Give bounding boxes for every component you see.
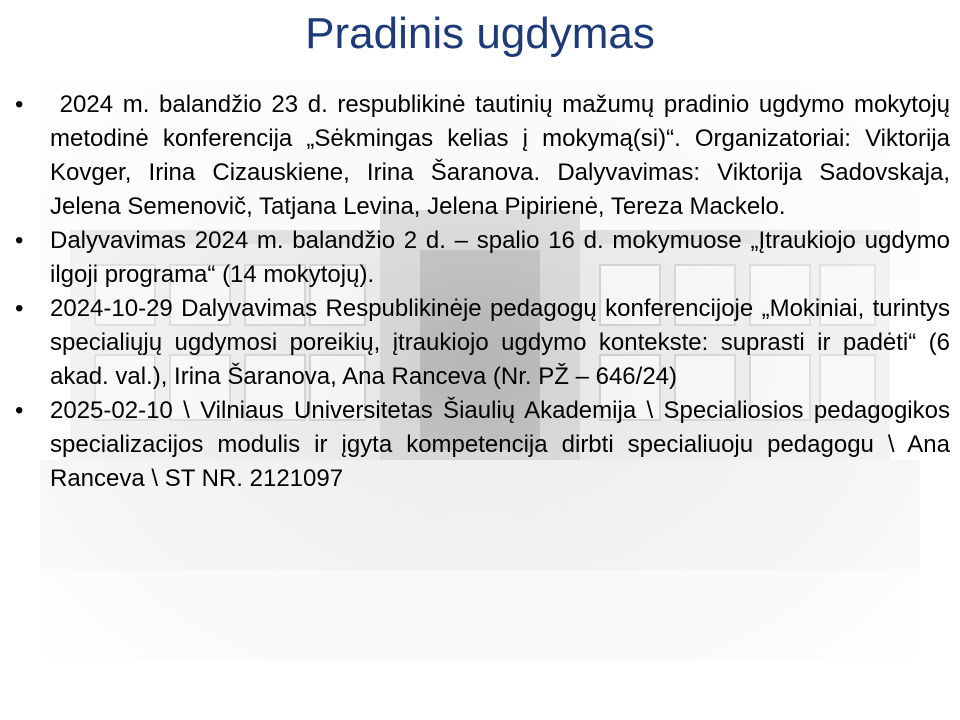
bullet-dot-icon: • (15, 295, 24, 322)
bullet-text: 2025-02-10 \ Vilniaus Universitetas Šiaulių Akademija \ Specialiosios pedagogikos specializacijos modulis ir įgyta kompetencija dirbti specialiuoju pedagogu \ Ana Ranceva \ ST NR. 2121097 (50, 397, 950, 492)
bullet-list (0, 88, 960, 496)
bullet-text: 2024-10-29 Dalyvavimas Respublikinėje pedagogų konferencijoje „Mokiniai, turintys specialiųjų ugdymosi poreikių, įtraukiojo ugdymo kontekste: suprasti ir padėti“ (6 akad. val.), Irina Šaranova, Ana Ranceva (Nr. PŽ – 646/24) (50, 295, 950, 390)
bullet-text: 2024 m. balandžio 23 d. respublikinė tautinių mažumų pradinio ugdymo mokytojų metodinė konferencija „Sėkmingas kelias į mokymą(si)“. Organizatoriai: Viktorija Kovger, Irina Cizauskiene, Irina Šaranova. Dalyvavimas: Viktorija Sadovskaja, Jelena Semenovič, Tatjana Levina, Jelena Pipirienė, Tereza Mackelo. (50, 91, 957, 220)
bullet-item (0, 394, 960, 496)
bullet-dot-icon: • (15, 397, 24, 424)
slide-title: Pradinis ugdymas (305, 9, 655, 58)
bullet-dot-icon: • (15, 91, 24, 118)
bullet-item (0, 224, 960, 292)
bullet-item (0, 292, 960, 394)
bullet-dot-icon: • (15, 227, 24, 254)
bullet-item (0, 88, 960, 224)
bullet-text: Dalyvavimas 2024 m. balandžio 2 d. – spalio 16 d. mokymuose „Įtraukiojo ugdymo ilgoji programa“ (14 mokytojų). (50, 227, 950, 288)
